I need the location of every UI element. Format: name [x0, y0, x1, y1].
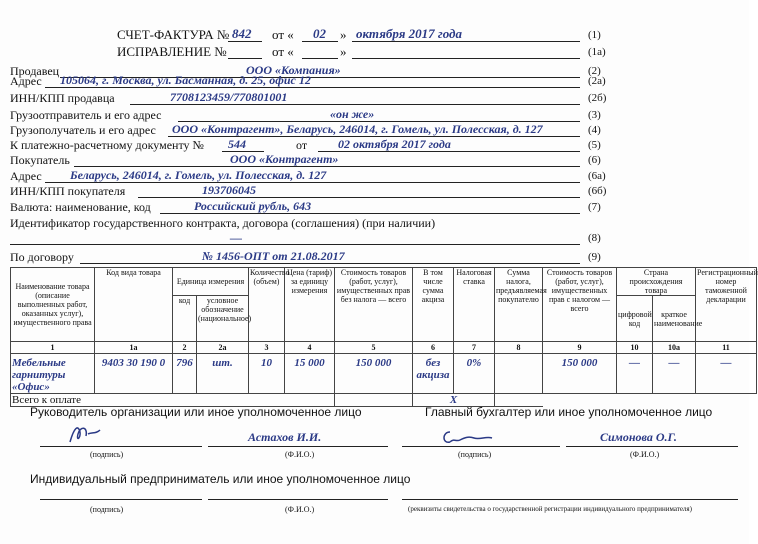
currency-value: Российский рубль, 643: [194, 199, 312, 213]
contract-id-label: Идентификатор государственного контракта, договора (соглашения) (при наличии): [10, 216, 436, 230]
invoice-table: [10, 267, 757, 407]
item-qty: 10: [261, 357, 272, 369]
row-number: (6): [588, 154, 601, 166]
col-customs-header: Регистрационный номер таможенной декларации: [696, 268, 757, 342]
item-rate: 0%: [466, 357, 482, 369]
col-cost-no-tax-header: Стоимость товаров (работ, услуг), имущественных прав без налога — всего: [335, 268, 413, 342]
consignee-label: Грузополучатель и его адрес: [10, 123, 156, 137]
buyer-address-value: Беларусь, 246014, г. Гомель, ул. Полесская, д. 127: [70, 168, 327, 182]
shipper-label: Грузоотправитель и его адрес: [10, 108, 162, 122]
item-excise: без акциза: [416, 357, 450, 381]
item-unit-code: 796: [176, 357, 193, 369]
seller-address-value: 105064, г. Москва, ул. Басманная, д. 25, офис 12: [60, 73, 311, 87]
row-number: (2): [588, 65, 601, 77]
item-price: 15 000: [294, 357, 325, 369]
item-customs: —: [720, 357, 732, 369]
col-number: 1а: [95, 342, 173, 354]
seller-address-label: Адрес: [10, 74, 42, 88]
item-unit-name: шт.: [212, 357, 233, 369]
head-fio-caption: (Ф.И.О.): [285, 450, 315, 459]
seller-label: Продавец: [10, 64, 60, 78]
item-name: Мебельные гарнитуры «Офис»: [12, 357, 66, 393]
head-signature-icon: [66, 422, 106, 452]
invoice-from-label: от «: [272, 27, 294, 42]
payment-doc-from-label: от: [296, 138, 308, 152]
entrepreneur-label: Индивидуальный предприниматель или иное уполномоченное лицо: [30, 472, 411, 486]
contract-id-value: —: [230, 231, 242, 245]
row-number: (1): [588, 29, 601, 41]
currency-label: Валюта: наименование, код: [10, 200, 151, 214]
accountant-fio-caption: (Ф.И.О.): [630, 450, 660, 459]
col-number: 10: [617, 342, 653, 354]
correction-title: ИСПРАВЛЕНИЕ №: [117, 44, 227, 59]
item-country-name: —: [668, 357, 680, 369]
col-qty-header: Количество (объем): [249, 268, 285, 342]
row-number: (2б): [588, 92, 607, 104]
col-price-header: Цена (тариф) за единицу измерения: [285, 268, 335, 342]
col-rate-header: Налоговая ставка: [454, 268, 495, 342]
row-number: (6а): [588, 170, 606, 182]
head-label: Руководитель организации или иное уполномоченное лицо: [30, 405, 362, 419]
contract-value: № 1456-ОПТ от 21.08.2017: [202, 249, 345, 263]
total-x: X: [413, 394, 495, 407]
col-number: 6: [413, 342, 454, 354]
item-country-code: —: [629, 357, 640, 369]
col-number: 7: [454, 342, 495, 354]
payment-doc-number: 544: [228, 137, 246, 151]
total-label: Всего к оплате: [11, 394, 335, 407]
consignee-value: ООО «Контрагент», Беларусь, 246014, г. Гомель, ул. Полесская, д. 127: [172, 122, 543, 136]
row-number: (6б): [588, 185, 607, 197]
payment-doc-label: К платежно-расчетному документу №: [10, 138, 204, 152]
accountant-label: Главный бухгалтер или иное уполномоченное лицо: [425, 405, 713, 419]
buyer-label: Покупатель: [10, 153, 70, 167]
payment-doc-date: 02 октября 2017 года: [338, 137, 451, 151]
item-cost-with-tax: 150 000: [561, 357, 598, 369]
head-signature-caption: (подпись): [90, 450, 124, 459]
col-country-name-header: краткое наименование: [653, 296, 696, 342]
buyer-address-label: Адрес: [10, 169, 42, 183]
row-number: (5): [588, 139, 601, 151]
item-code-type: 9403 30 190 0: [101, 357, 166, 369]
correction-close-quote: »: [340, 44, 347, 59]
correction-from-label: от «: [272, 44, 294, 59]
col-excise-header: В том числе сумма акциза: [413, 268, 454, 342]
col-number: 1: [11, 342, 95, 354]
buyer-inn-label: ИНН/КПП покупателя: [10, 184, 126, 198]
col-name-header: Наименование товара (описание выполненных работ, оказанных услуг), имущественного права: [11, 268, 95, 342]
shipper-value: «он же»: [330, 107, 375, 121]
seller-inn-label: ИНН/КПП продавца: [10, 91, 115, 105]
col-cost-with-tax-header: Стоимость товаров (работ, услуг), имущественных прав с налогом — всего: [543, 268, 617, 342]
entrepreneur-fio-caption: (Ф.И.О.): [285, 505, 315, 514]
col-number: 3: [249, 342, 285, 354]
col-number: 2: [173, 342, 197, 354]
row-number: (1а): [588, 46, 606, 58]
col-number: 5: [335, 342, 413, 354]
invoice-date: октября 2017 года: [356, 26, 462, 41]
contract-label: По договору: [10, 250, 74, 264]
row-number: (4): [588, 124, 601, 136]
seller-inn-value: 7708123459/770801001: [170, 90, 288, 104]
col-unit-code-header: код: [173, 296, 197, 342]
col-country-header: Страна происхождения товара: [617, 268, 696, 296]
col-unit-header: Единица измерения: [173, 268, 249, 296]
row-number: (3): [588, 109, 601, 121]
col-number: 4: [285, 342, 335, 354]
row-number: (9): [588, 251, 601, 263]
col-code-type-header: Код вида товара: [95, 268, 173, 342]
accountant-signature-caption: (подпись): [458, 450, 492, 459]
col-unit-name-header: условное обозначение (национальное): [197, 296, 249, 342]
head-name: Астахов И.И.: [248, 430, 322, 444]
requisites-caption: (реквизиты свидетельства о государственной регистрации индивидуального предпринимателя): [408, 505, 692, 513]
invoice-title: СЧЕТ-ФАКТУРА №: [117, 27, 230, 42]
row-number: (7): [588, 201, 601, 213]
col-country-code-header: цифровой код: [617, 296, 653, 342]
row-number: (8): [588, 232, 601, 244]
invoice-number: 842: [232, 26, 252, 41]
col-number: 2а: [197, 342, 249, 354]
invoice-day: 02: [313, 26, 326, 41]
seller-value: ООО «Компания»: [246, 63, 341, 77]
col-number: 8: [495, 342, 543, 354]
col-number: 9: [543, 342, 617, 354]
accountant-name: Симонова О.Г.: [600, 430, 677, 444]
item-cost-no-tax: 150 000: [355, 357, 392, 369]
entrepreneur-signature-caption: (подпись): [90, 505, 124, 514]
buyer-inn-value: 193706045: [202, 183, 256, 197]
invoice-close-quote: »: [340, 27, 347, 42]
table-row: [11, 354, 757, 394]
row-number: (2а): [588, 75, 606, 87]
buyer-value: ООО «Контрагент»: [230, 152, 339, 166]
col-number: 11: [696, 342, 757, 354]
col-tax-sum-header: Сумма налога, предъявляемая покупателю: [495, 268, 543, 342]
col-number: 10а: [653, 342, 696, 354]
